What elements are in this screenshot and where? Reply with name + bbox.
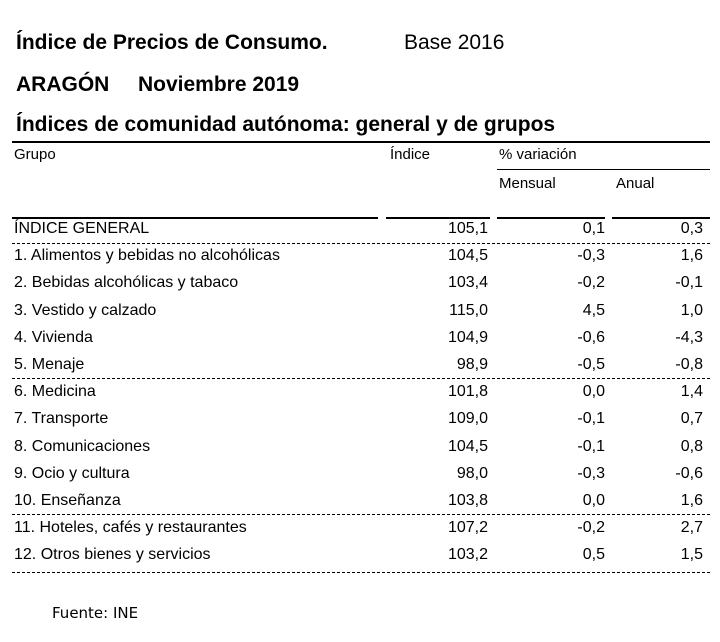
row-monthly-variation: -0,2 xyxy=(577,519,605,536)
row-annual-variation: 1,0 xyxy=(680,302,703,319)
row-group-label: 12. Otros bienes y servicios xyxy=(14,546,211,563)
row-group-label: 11. Hoteles, cafés y restaurantes xyxy=(14,519,247,536)
row-annual-variation: 1,6 xyxy=(680,492,703,509)
header-monthly: Mensual xyxy=(499,175,556,192)
header-index: Índice xyxy=(390,146,431,163)
subtitle: Índices de comunidad autónoma: general y de grupos xyxy=(16,113,556,136)
row-index-value: 115,0 xyxy=(449,302,488,319)
row-annual-variation: -4,3 xyxy=(675,329,703,346)
row-index-value: 107,2 xyxy=(447,519,488,536)
row-annual-variation: -0,6 xyxy=(675,465,703,482)
general-top-rule-group xyxy=(12,217,378,219)
separator-after-general xyxy=(12,243,710,244)
row-annual-variation: 1,6 xyxy=(680,247,703,264)
row-index-value: 98,0 xyxy=(456,465,488,482)
row-monthly-variation: -0,6 xyxy=(577,329,605,346)
row-monthly-variation: -0,5 xyxy=(577,356,605,373)
base-year: Base 2016 xyxy=(404,31,505,54)
row-index-value: 109,0 xyxy=(447,410,488,427)
row-group-label: 3. Vestido y calzado xyxy=(14,302,157,319)
header-variation-rule xyxy=(497,169,710,170)
document-title: Índice de Precios de Consumo. xyxy=(16,31,328,54)
separator-after-group-10 xyxy=(12,514,710,515)
row-monthly-variation: 0,1 xyxy=(582,220,605,237)
row-index-value: 104,5 xyxy=(447,247,488,264)
row-index-value: 105,1 xyxy=(447,220,488,237)
region-name: ARAGÓN xyxy=(16,73,110,96)
row-annual-variation: 0,7 xyxy=(680,410,703,427)
row-index-value: 103,4 xyxy=(447,274,488,291)
header-annual: Anual xyxy=(616,175,655,192)
separator-after-group-5 xyxy=(12,378,710,379)
row-annual-variation: 2,7 xyxy=(680,519,703,536)
general-top-rule-monthly xyxy=(497,217,605,219)
row-group-label: 5. Menaje xyxy=(14,356,85,373)
row-monthly-variation: 0,0 xyxy=(582,383,605,400)
row-monthly-variation: 4,5 xyxy=(582,302,605,319)
row-group-label: 7. Transporte xyxy=(14,410,109,427)
row-annual-variation: 0,8 xyxy=(680,438,703,455)
row-group-label: 4. Vivienda xyxy=(14,329,93,346)
row-group-label: 9. Ocio y cultura xyxy=(14,465,130,482)
row-index-value: 101,8 xyxy=(447,383,488,400)
row-group-label: 8. Comunicaciones xyxy=(14,438,151,455)
general-top-rule-annual xyxy=(612,217,710,219)
row-monthly-variation: -0,3 xyxy=(577,465,605,482)
row-annual-variation: 1,5 xyxy=(680,546,703,563)
row-annual-variation: 1,4 xyxy=(680,383,703,400)
row-group-label: ÍNDICE GENERAL xyxy=(14,220,150,237)
row-index-value: 103,2 xyxy=(447,546,488,563)
row-annual-variation: -0,8 xyxy=(675,356,703,373)
row-annual-variation: 0,3 xyxy=(680,220,703,237)
row-group-label: 10. Enseñanza xyxy=(14,492,121,509)
row-index-value: 103,8 xyxy=(447,492,488,509)
row-group-label: 6. Medicina xyxy=(14,383,96,400)
row-monthly-variation: -0,2 xyxy=(577,274,605,291)
row-monthly-variation: -0,3 xyxy=(577,247,605,264)
row-annual-variation: -0,1 xyxy=(675,274,703,291)
row-monthly-variation: -0,1 xyxy=(577,438,605,455)
header-group: Grupo xyxy=(14,146,56,163)
header-top-rule xyxy=(12,141,710,143)
row-index-value: 104,9 xyxy=(447,329,488,346)
row-group-label: 1. Alimentos y bebidas no alcohólicas xyxy=(14,247,280,264)
row-monthly-variation: 0,5 xyxy=(582,546,605,563)
header-variation: % variación xyxy=(499,146,577,163)
row-group-label: 2. Bebidas alcohólicas y tabaco xyxy=(14,274,239,291)
row-index-value: 104,5 xyxy=(447,438,488,455)
row-monthly-variation: 0,0 xyxy=(582,492,605,509)
row-index-value: 98,9 xyxy=(456,356,488,373)
table-bottom-rule xyxy=(12,572,710,573)
period-label: Noviembre 2019 xyxy=(138,73,300,96)
row-monthly-variation: -0,1 xyxy=(577,410,605,427)
source-note: Fuente: INE xyxy=(52,604,139,622)
general-top-rule-index xyxy=(386,217,490,219)
